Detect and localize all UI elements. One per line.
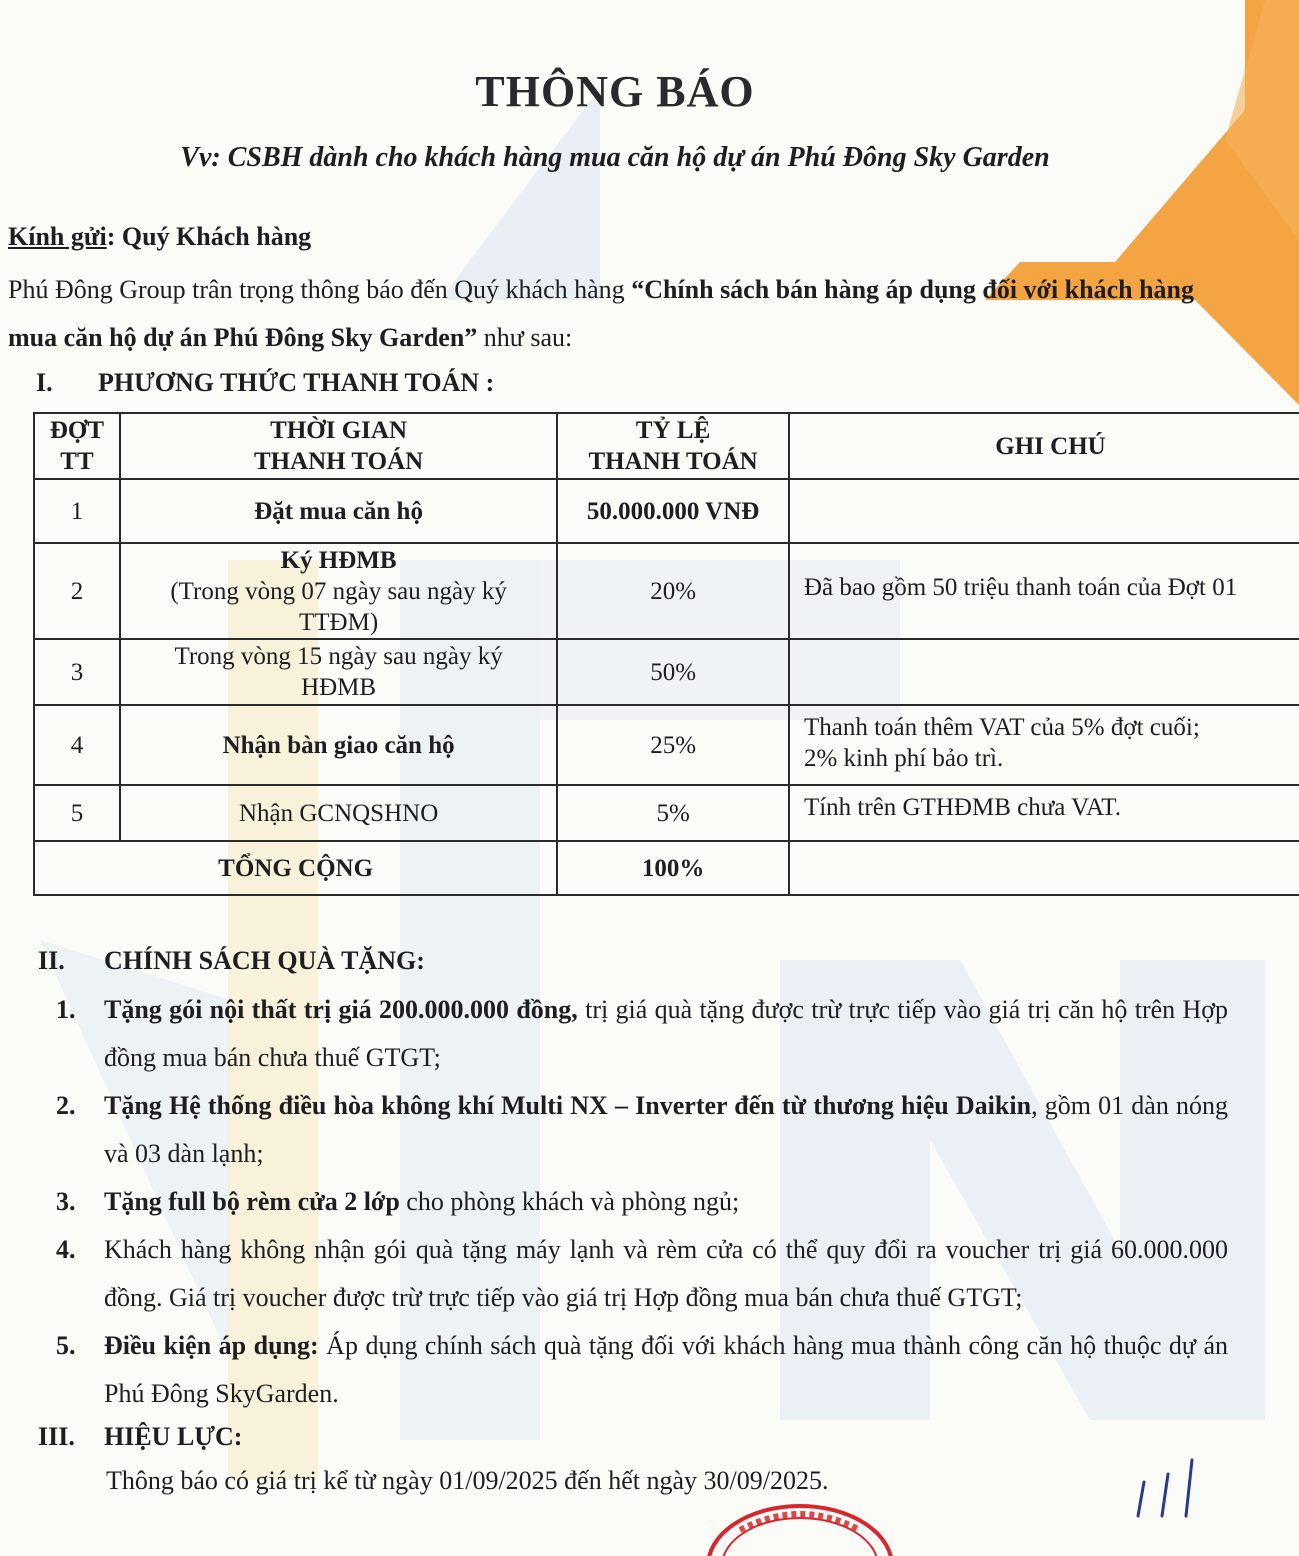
row-stage: 1 [34,479,120,543]
list-item: 5. Điều kiện áp dụng: Áp dụng chính sách quà tặng đối với khách hàng mua thành công căn hộ thuộc dự án Phú Đông SkyGarden. [56,1331,1228,1408]
section-2-title: CHÍNH SÁCH QUÀ TẶNG: [104,946,425,975]
total-note [789,841,1299,895]
payment-schedule-table [33,412,1299,896]
table-row [34,479,1299,543]
greeting-label: Kính gửi [8,222,107,251]
table-header-row [34,413,1299,479]
section-1-heading [36,368,494,398]
greeting [8,222,311,252]
row-time: Trong vòng 15 ngày sau ngày ký HĐMB [120,639,557,705]
section-2-heading [38,946,425,976]
row-time: Nhận GCNQSHNO [120,785,557,841]
section-3-title: HIỆU LỰC: [104,1422,243,1451]
company-seal-stamp [700,1496,900,1556]
list-item: 3. Tặng full bộ rèm cửa 2 lớp cho phòng khách và phòng ngủ; [56,1187,740,1216]
list-item: 2. Tặng Hệ thống điều hòa không khí Multi NX – Inverter đến từ thương hiệu Daikin, gồm 01 dàn nóng và 03 dàn lạnh; [56,1091,1229,1168]
total-label: TỔNG CỘNG [34,841,557,895]
table-row [34,543,1299,639]
total-rate: 100% [557,841,789,895]
row-stage: 2 [34,543,120,639]
header-stage: ĐỢT TT [34,413,120,479]
intro-policy-name: “Chính sách bán hàng áp dụng đối với khách hàng mua căn hộ dự án Phú Đông Sky Garden” [8,275,1195,352]
row-rate: 50% [557,639,789,705]
row-rate: 5% [557,785,789,841]
gift-policy-list [56,986,1228,1418]
greeting-separator: : [106,222,116,251]
signature-icon [1130,1452,1210,1519]
row-time: Đặt mua căn hộ [120,479,557,543]
list-item: 4. Khách hàng không nhận gói quà tặng máy lạnh và rèm cửa có thể quy đổi ra voucher trị giá 60.000.000 đồng. Giá trị voucher được trừ trực tiếp vào giá trị Hợp đồng mua bán chưa thuế GTGT; [56,1235,1228,1312]
row-note [789,479,1299,543]
table-total-row [34,841,1299,895]
row-time: Nhận bàn giao căn hộ [120,705,557,785]
row-stage: 4 [34,705,120,785]
header-payment-rate: TỶ LỆ THANH TOÁN [557,413,789,479]
intro-paragraph [8,266,1238,362]
row-note: Thanh toán thêm VAT của 5% đợt cuối; 2% kinh phí bảo trì. [789,705,1299,785]
list-item: 1. Tặng gói nội thất trị giá 200.000.000 đồng, trị giá quà tặng được trừ trực tiếp vào giá trị căn hộ trên Hợp đồng mua bán chưa thuế GTGT; [56,995,1228,1072]
table-row [34,705,1299,785]
row-stage: 5 [34,785,120,841]
row-note: Tính trên GTHĐMB chưa VAT. [789,785,1299,841]
row-time: Ký HĐMB (Trong vòng 07 ngày sau ngày ký TTĐM) [120,543,557,639]
validity-text: Thông báo có giá trị kể từ ngày 01/09/2025 đến hết ngày 30/09/2025. [106,1466,829,1495]
row-stage: 3 [34,639,120,705]
row-rate: 50.000.000 VNĐ [557,479,789,543]
document-title: THÔNG BÁO [475,67,755,116]
row-note [789,639,1299,705]
document-subtitle: Vv: CSBH dành cho khách hàng mua căn hộ dự án Phú Đông Sky Garden [180,142,1050,173]
intro-text-after: như sau: [477,323,573,352]
table-row [34,785,1299,841]
row-rate: 25% [557,705,789,785]
table-row [34,639,1299,705]
header-notes: GHI CHÚ [789,413,1299,479]
section-3-heading [38,1422,242,1452]
section-1-number: I. [36,368,53,397]
greeting-recipient: Quý Khách hàng [121,222,312,251]
header-payment-time: THỜI GIAN THANH TOÁN [120,413,557,479]
section-3-number: III. [38,1422,75,1451]
row-note: Đã bao gồm 50 triệu thanh toán của Đợt 01 [789,543,1299,639]
row-rate: 20% [557,543,789,639]
section-2-number: II. [38,946,65,975]
section-1-title: PHƯƠNG THỨC THANH TOÁN : [98,368,495,397]
intro-text-before: Phú Đông Group trân trọng thông báo đến Quý khách hàng [8,275,632,304]
